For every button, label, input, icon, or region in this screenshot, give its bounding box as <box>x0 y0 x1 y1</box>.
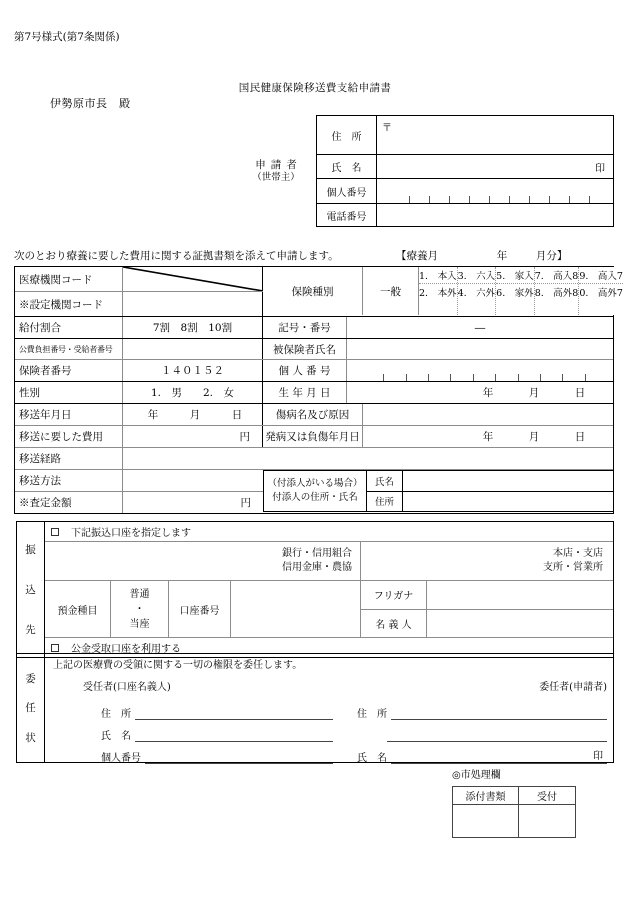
table-row <box>15 317 613 339</box>
applicant-tel-label: 電話番号 <box>317 204 377 226</box>
insurance-kind-label: 保険種別 <box>263 267 363 315</box>
seal-mark: 印 <box>593 751 603 762</box>
city-processing-label: ◎市処理欄 <box>452 770 501 781</box>
bank-name-row <box>45 542 613 581</box>
statement-text: 次のとおり療養に要した費用に関する証拠書類を添えて申請します。 <box>14 250 339 262</box>
checkbox-icon[interactable] <box>51 528 59 536</box>
birthdate-label: 生 年 月 日 <box>263 382 347 403</box>
proxy-principal-heading: 委任者(申請者) <box>539 682 607 693</box>
transfer-label-char: 込 <box>25 583 36 596</box>
attachments-column-header: 添付書類 <box>453 787 519 804</box>
deposit-futsu: 普通 <box>129 588 150 600</box>
proxy-body <box>45 654 613 762</box>
proxy-principal-blank-row <box>345 720 607 742</box>
symbol-number-field[interactable]: ― <box>474 321 486 334</box>
proxy-intro-text: 上記の医療費の受領に関する一切の権限を委任します。 <box>53 660 303 671</box>
table-row <box>15 404 613 426</box>
proxy-delegate-name-field[interactable] <box>135 729 333 742</box>
year-unit: 年 <box>482 431 494 443</box>
table-row <box>453 805 575 837</box>
disease-name-field[interactable] <box>363 404 613 425</box>
form-code: 第7号様式(第7条関係) <box>14 31 120 43</box>
proxy-label-char: 状 <box>25 731 36 744</box>
birthdate-field[interactable] <box>347 382 613 403</box>
month-unit: 月 <box>528 387 540 399</box>
table-row <box>15 426 613 448</box>
transport-route-field[interactable] <box>123 448 613 469</box>
account-number-label: 口座番号 <box>169 581 231 637</box>
insurance-general-value: 一般 <box>363 267 419 315</box>
applicant-mynumber-label: 個人番号 <box>317 179 377 203</box>
table-row <box>317 116 613 155</box>
gender-label: 性別 <box>15 382 123 403</box>
attendant-note-line2: 付添人の住所・氏名 <box>272 492 358 503</box>
insured-name-field[interactable] <box>347 339 613 359</box>
insurance-option[interactable]: 7. 高入8 <box>535 267 579 284</box>
day-unit: 日 <box>574 431 586 443</box>
account-holder-field[interactable] <box>427 610 613 638</box>
furigana-label: フリガナ <box>361 581 427 609</box>
assessed-amount-label: ※査定金額 <box>15 492 123 513</box>
deposit-type-label: 預金種目 <box>45 581 111 637</box>
transport-cost-label: 移送に要した費用 <box>15 426 123 447</box>
treatment-month-open: 【療養月 <box>396 250 438 262</box>
proxy-delegate-column <box>83 678 333 764</box>
insurance-kind-column <box>579 267 623 315</box>
table-row <box>15 382 613 404</box>
account-holder-block <box>361 581 613 637</box>
proxy-principal-address-row <box>345 698 607 720</box>
table-row <box>15 360 613 382</box>
applicant-mynumber-field[interactable] <box>377 179 613 203</box>
treatment-month <box>396 251 567 262</box>
transfer-label-char: 振 <box>25 544 36 557</box>
table-row <box>15 448 613 470</box>
strike-through-line <box>123 267 262 291</box>
proxy-principal-column <box>345 678 607 764</box>
proxy-delegate-heading: 受任者(口座名義人) <box>83 682 171 693</box>
proxy-delegate-mynumber-label: 個人番号 <box>101 753 141 764</box>
setting-institution-code-field[interactable] <box>123 292 263 316</box>
day-unit: 日 <box>574 387 586 399</box>
account-holder-label: 名 義 人 <box>361 610 427 638</box>
applicant-address-field[interactable] <box>377 116 613 154</box>
applicant-label-sub: （世帯主） <box>252 172 300 184</box>
digit-ticks <box>361 374 607 381</box>
proxy-principal-address-field[interactable] <box>391 707 607 720</box>
bank-kind-line2: 信用金庫・農協 <box>282 562 352 573</box>
checkbox-icon[interactable] <box>51 644 59 652</box>
branch-line1: 本店・支店 <box>553 548 603 559</box>
transport-method-field[interactable] <box>123 470 263 491</box>
transport-date-field[interactable] <box>123 404 263 425</box>
transfer-account-section <box>16 521 614 658</box>
insurance-option[interactable]: 2. 本外 <box>419 288 457 299</box>
applicant-table <box>316 115 614 227</box>
gender-options[interactable]: 1. 男 2. 女 <box>123 382 263 403</box>
public-expense-number-field[interactable] <box>123 339 263 359</box>
transfer-body <box>45 522 613 657</box>
insurance-kind-column <box>535 267 580 315</box>
deposit-type-options[interactable] <box>111 581 169 637</box>
insurance-option[interactable]: 9. 高入7 <box>579 267 623 284</box>
deposit-separator: ・ <box>134 603 145 615</box>
proxy-label-char: 委 <box>25 673 36 686</box>
proxy-principal-name-field[interactable] <box>391 751 607 764</box>
proxy-principal-name-row <box>345 742 607 764</box>
insurer-number-label: 保険者番号 <box>15 360 123 381</box>
treatment-month-close: 月分】 <box>535 250 568 262</box>
addressee: 伊勢原市長 殿 <box>50 97 131 110</box>
disease-name-label: 傷病名及び原因 <box>263 404 363 425</box>
medical-institution-code-label: 医療機関コード <box>15 267 123 291</box>
attendant-note-line1: （付添人がいる場合） <box>267 478 363 490</box>
benefit-rate-value[interactable]: 7割 8割 10割 <box>123 317 263 338</box>
insurance-kind-column <box>419 267 458 315</box>
power-of-attorney-section <box>16 653 614 763</box>
applicant-name-field[interactable] <box>377 155 613 178</box>
proxy-delegate-mynumber-field[interactable] <box>145 751 333 764</box>
table-row <box>361 610 613 638</box>
page-title: 国民健康保険移送費支給申請書 <box>238 82 392 94</box>
insurance-option[interactable]: 4. 六外 <box>457 288 496 299</box>
proxy-delegate-address-label: 住 所 <box>101 709 131 720</box>
account-number-field[interactable] <box>231 581 361 637</box>
proxy-principal-blank-field[interactable] <box>387 729 607 742</box>
branch-line2: 支所・営業所 <box>543 562 603 573</box>
insurance-option[interactable]: 6. 家外 <box>496 288 534 299</box>
insurer-number-value: １４０１５２ <box>123 360 263 381</box>
proxy-principal-name-label: 氏 名 <box>357 753 387 764</box>
reception-cell[interactable] <box>519 805 575 837</box>
insurance-option[interactable]: 8. 高外8 <box>534 288 579 299</box>
city-processing-table <box>452 786 576 838</box>
specify-account-label: 下記振込口座を指定します <box>71 528 191 539</box>
onset-date-field[interactable] <box>363 426 613 447</box>
table-row <box>317 155 613 179</box>
insurance-option[interactable]: 5. 家入 <box>496 267 534 284</box>
insurance-option[interactable]: 0. 高外7 <box>579 288 623 299</box>
furigana-field[interactable] <box>427 581 613 609</box>
postal-mark-icon: 〒 <box>382 123 392 134</box>
seal-mark: 印 <box>595 163 605 174</box>
transfer-section-label <box>17 522 45 657</box>
attendant-fields <box>367 471 613 511</box>
transport-method-label: 移送方法 <box>15 470 123 491</box>
year-unit: 年 <box>147 409 159 421</box>
bank-kind-line1: 銀行・信用組合 <box>282 548 352 559</box>
attendant-note <box>263 471 367 511</box>
insurance-kind-grid <box>419 267 623 315</box>
mynumber-field[interactable] <box>347 360 613 381</box>
table-row <box>453 787 575 805</box>
insured-name-label: 被保険者氏名 <box>263 339 347 359</box>
proxy-delegate-address-field[interactable] <box>135 707 333 720</box>
table-row <box>15 267 623 299</box>
attachments-cell[interactable] <box>453 805 519 837</box>
transport-cost-field[interactable]: 円 <box>123 426 263 447</box>
table-row <box>367 492 613 512</box>
year-unit: 年 <box>482 387 494 399</box>
attendant-name-label: 氏名 <box>367 471 403 491</box>
applicant-label <box>238 158 314 185</box>
onset-date-label: 発病又は負傷年月日 <box>263 426 363 447</box>
attendant-name-field[interactable] <box>403 471 613 491</box>
transfer-label-char: 先 <box>25 623 36 636</box>
proxy-delegate-address-row <box>83 698 333 720</box>
transport-date-label: 移送年月日 <box>15 404 123 425</box>
benefit-rate-label: 給付割合 <box>15 317 123 338</box>
bank-kind-field[interactable] <box>45 542 361 580</box>
public-account-label: 公金受取口座を利用する <box>71 644 181 655</box>
assessed-amount-field[interactable]: 円 <box>240 497 251 509</box>
applicant-name-label: 氏 名 <box>317 155 377 178</box>
attendant-address-field[interactable] <box>403 492 613 512</box>
insurance-kind-column <box>458 267 497 315</box>
branch-kind-field[interactable] <box>361 542 613 580</box>
account-detail-row <box>45 581 613 637</box>
proxy-section-label <box>17 654 45 762</box>
proxy-delegate-name-label: 氏 名 <box>101 731 131 742</box>
attendant-address-label: 住所 <box>367 492 403 512</box>
specify-account-checkbox-row[interactable] <box>45 522 613 542</box>
insurance-option[interactable]: 3. 六入 <box>458 267 496 284</box>
medical-institution-code-field[interactable] <box>123 267 263 291</box>
reception-column-header: 受付 <box>537 792 557 803</box>
day-unit: 日 <box>231 409 243 421</box>
symbol-number-label: 記号・番号 <box>263 317 347 338</box>
applicant-label-main: 申請者 <box>255 159 302 171</box>
attendant-block <box>263 470 613 512</box>
insurance-kind-column <box>496 267 535 315</box>
applicant-tel-field[interactable] <box>377 204 613 226</box>
digit-ticks <box>389 196 609 203</box>
main-table <box>14 266 623 514</box>
table-row <box>317 179 613 204</box>
setting-institution-code-label: ※設定機関コード <box>15 292 123 316</box>
proxy-principal-address-label: 住 所 <box>357 709 387 720</box>
insurance-option[interactable]: 1. 本入 <box>419 267 457 284</box>
proxy-delegate-name-row <box>83 720 333 742</box>
public-expense-number-label: 公費負担番号・受給者番号 <box>15 339 123 359</box>
treatment-month-year: 年 <box>496 250 508 262</box>
table-row <box>317 204 613 226</box>
deposit-touza: 当座 <box>129 618 150 630</box>
month-unit: 月 <box>189 409 201 421</box>
proxy-delegate-mynumber-row <box>83 742 333 764</box>
mynumber-label: 個 人 番 号 <box>263 360 347 381</box>
table-row <box>361 581 613 610</box>
transport-route-label: 移送経路 <box>15 448 123 469</box>
applicant-address-label: 住 所 <box>317 116 377 154</box>
proxy-label-char: 任 <box>25 702 36 715</box>
month-unit: 月 <box>528 431 540 443</box>
table-row <box>367 471 613 492</box>
table-row <box>15 339 613 360</box>
